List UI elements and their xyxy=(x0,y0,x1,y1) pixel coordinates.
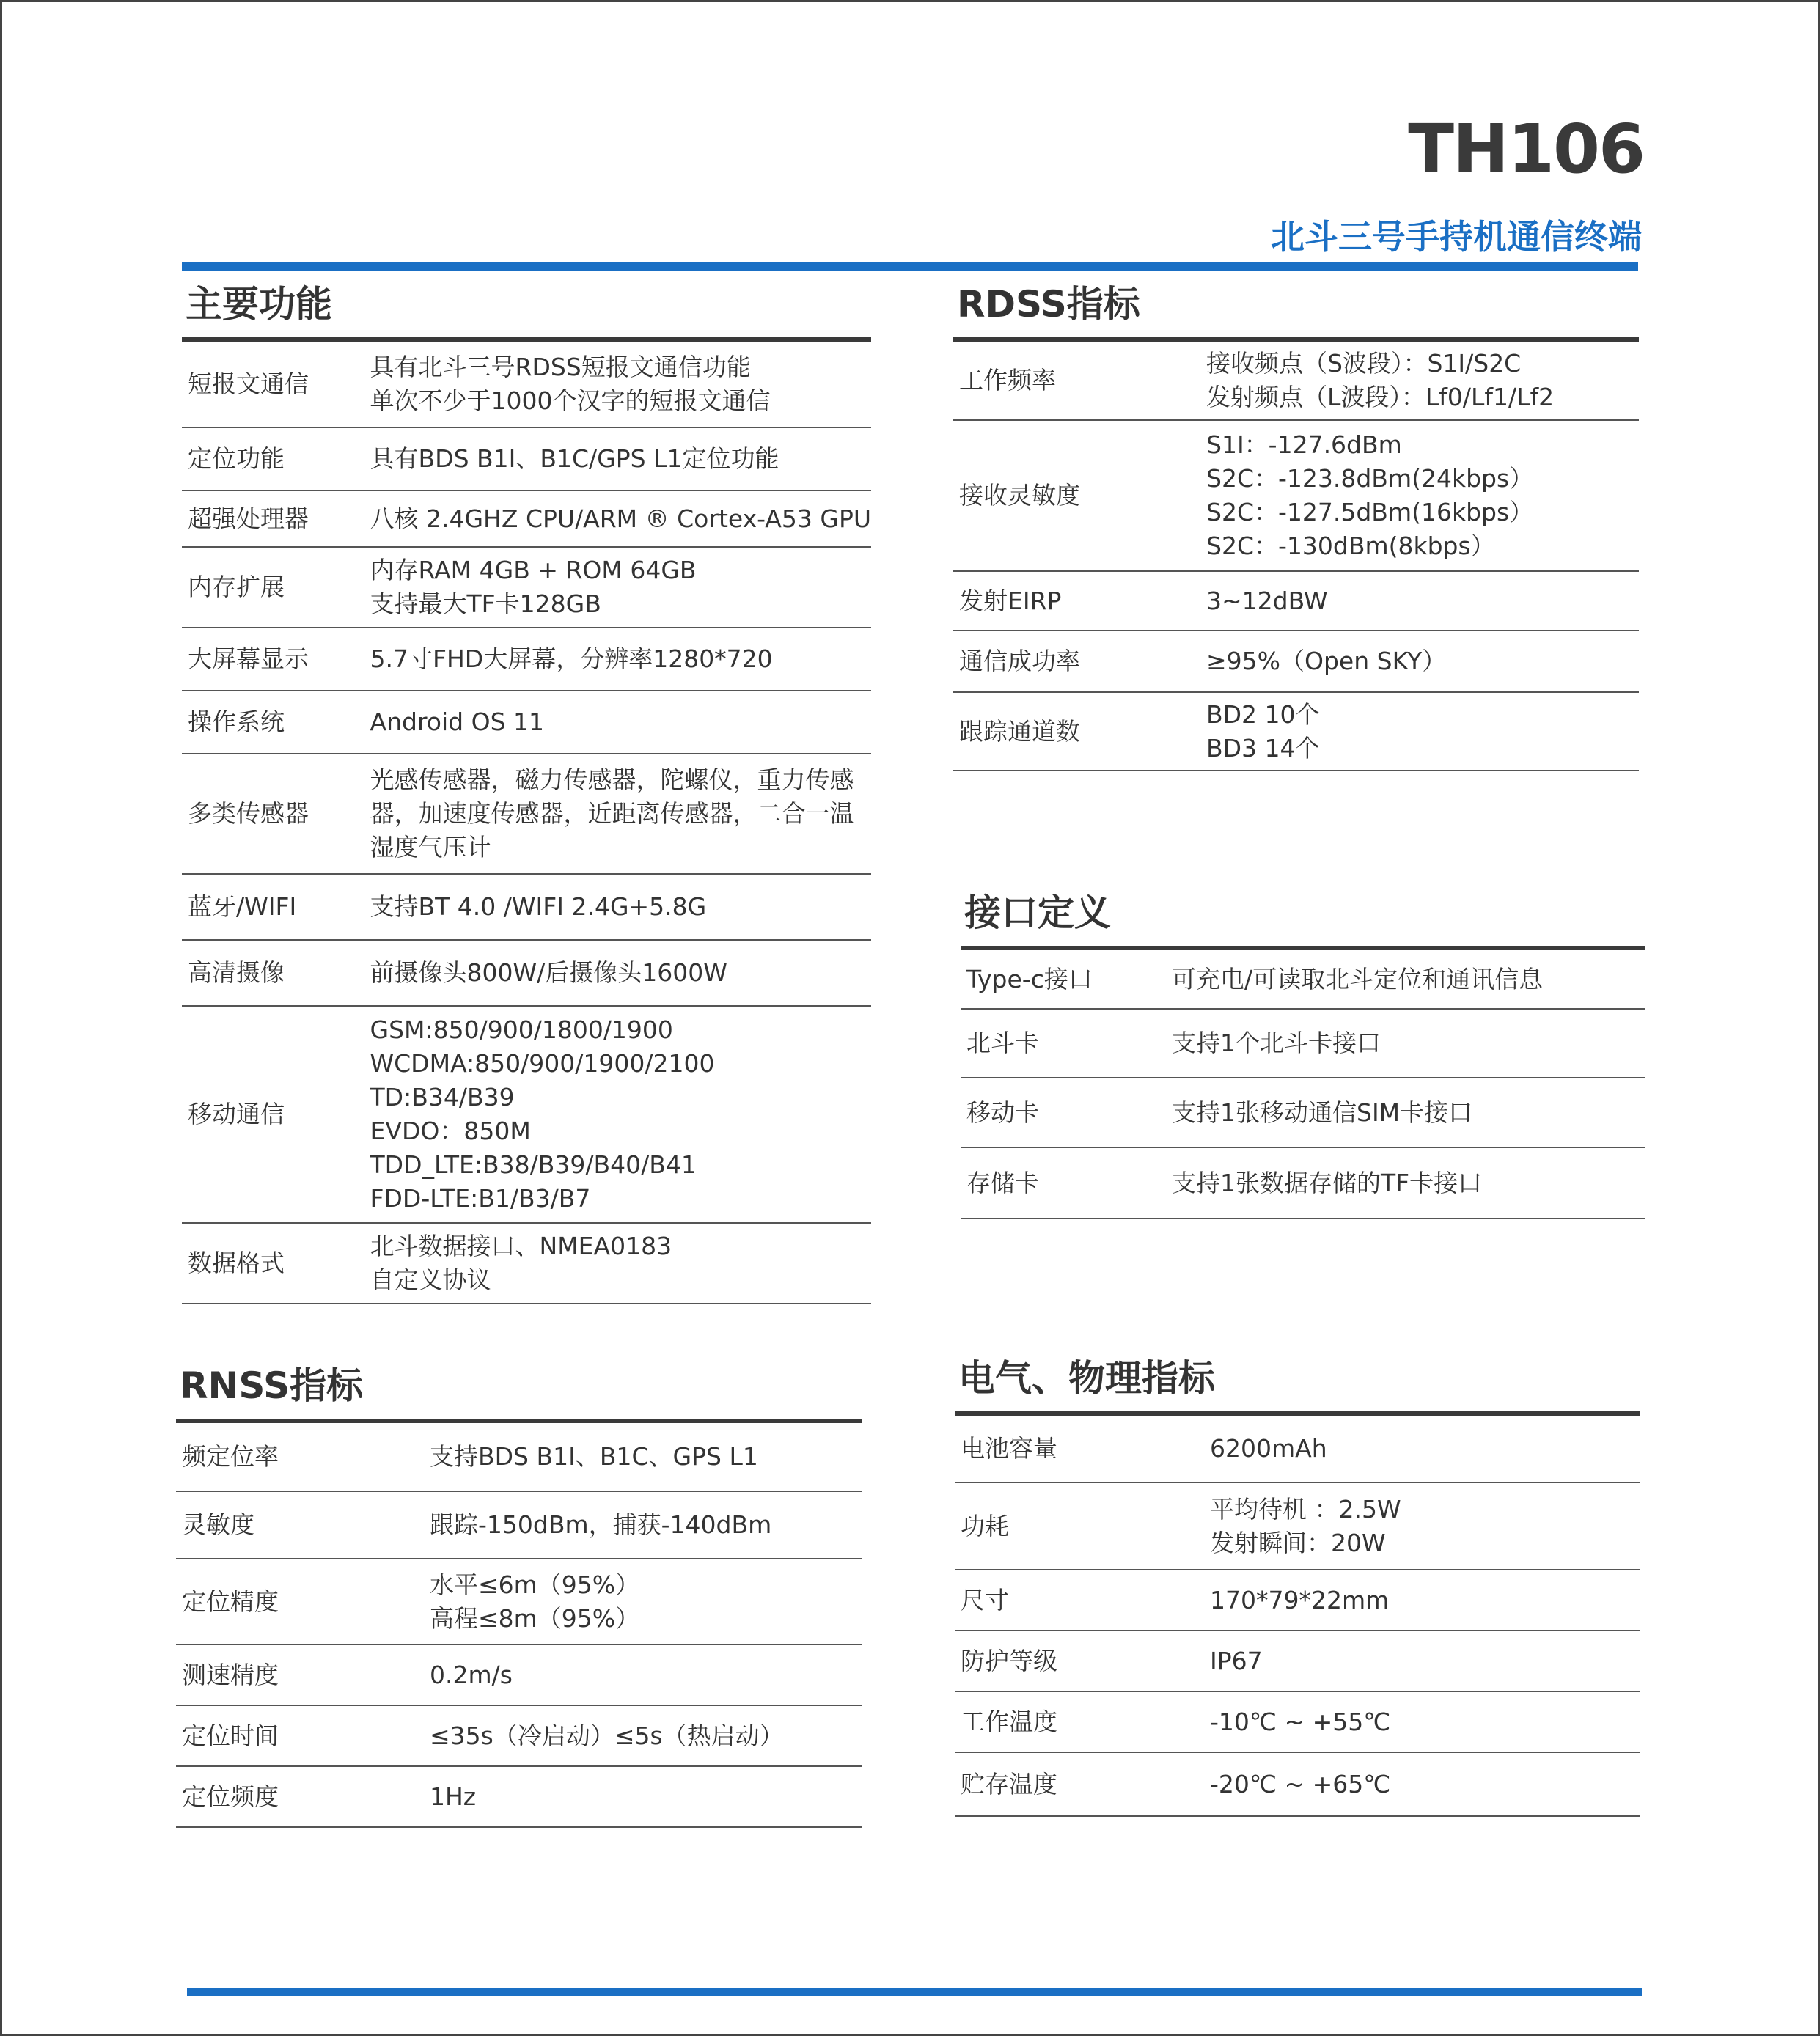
spec-label: 移动卡 xyxy=(961,1078,1166,1147)
spec-label: 超强处理器 xyxy=(182,490,364,547)
spec-row xyxy=(176,1559,862,1644)
spec-value-line: IP67 xyxy=(1210,1646,1263,1675)
spec-value-line: 0.2m/s xyxy=(430,1660,513,1689)
spec-row xyxy=(176,1491,862,1559)
spec-value xyxy=(364,490,871,547)
spec-row xyxy=(955,1752,1640,1816)
rdss-section xyxy=(953,279,1639,771)
rnss-section xyxy=(176,1360,862,1828)
spec-row xyxy=(182,490,871,547)
spec-row xyxy=(953,692,1639,771)
spec-label: 移动通信 xyxy=(182,1006,364,1223)
spec-value-line: 具有北斗三号RDSS短报文通信功能 xyxy=(370,353,751,381)
spec-row xyxy=(953,631,1639,692)
spec-value xyxy=(1200,571,1639,631)
spec-value xyxy=(1200,631,1639,692)
spec-value xyxy=(424,1491,862,1559)
spec-row xyxy=(182,427,871,490)
spec-value-line: 光感传感器，磁力传感器，陀螺仪，重力传感 xyxy=(370,765,854,794)
spec-label: 定位精度 xyxy=(176,1559,424,1644)
spec-label: 蓝牙/WIFI xyxy=(182,874,364,940)
spec-label: 短报文通信 xyxy=(182,339,364,427)
spec-row xyxy=(176,1766,862,1827)
header-accent-bar xyxy=(182,262,1638,271)
section-title: 主要功能 xyxy=(186,283,332,326)
spec-value xyxy=(364,754,871,874)
spec-row xyxy=(955,1570,1640,1631)
spec-row xyxy=(953,420,1639,571)
spec-value-line: 发射频点（L波段）：Lf0/Lf1/Lf2 xyxy=(1206,383,1555,411)
spec-label: 尺寸 xyxy=(955,1570,1204,1631)
spec-value-line: 单次不少于1000个汉字的短报文通信 xyxy=(370,386,771,415)
spec-label: 高清摄像 xyxy=(182,940,364,1006)
spec-label: 电池容量 xyxy=(955,1414,1204,1482)
spec-value-line: 接收频点（S波段）：S1I/S2C xyxy=(1206,349,1522,378)
spec-value xyxy=(1204,1570,1640,1631)
spec-value-line: 支持BT 4.0 /WIFI 2.4G+5.8G xyxy=(370,892,707,921)
spec-value-line: TD:B34/B39 xyxy=(370,1083,515,1111)
spec-table xyxy=(953,337,1639,771)
spec-value-line: 支持最大TF卡128GB xyxy=(370,589,601,618)
spec-value-line: 北斗数据接口、NMEA0183 xyxy=(370,1232,672,1260)
spec-value-line: 前摄像头800W/后摄像头1600W xyxy=(370,958,727,987)
spec-value-line: 支持1张移动通信SIM卡接口 xyxy=(1172,1098,1473,1127)
spec-label: 发射EIRP xyxy=(953,571,1200,631)
spec-value-line: 平均待机 ：2.5W xyxy=(1210,1494,1401,1524)
spec-value-line: 发射瞬间：20W xyxy=(1210,1528,1386,1557)
spec-value-line: 170*79*22mm xyxy=(1210,1585,1390,1614)
spec-value-line: S1I：-127.6dBm xyxy=(1206,430,1402,459)
section-title: RNSS指标 xyxy=(180,1364,364,1407)
spec-label: 工作温度 xyxy=(955,1691,1204,1752)
spec-row xyxy=(961,1147,1645,1219)
spec-label: 贮存温度 xyxy=(955,1752,1204,1816)
spec-row xyxy=(961,948,1645,1009)
spec-row xyxy=(182,547,871,628)
spec-row xyxy=(182,339,871,427)
spec-row xyxy=(176,1644,862,1705)
spec-row xyxy=(953,339,1639,420)
spec-value-line: BD3 14个 xyxy=(1206,733,1320,762)
spec-value xyxy=(1204,1482,1640,1570)
spec-label: 数据格式 xyxy=(182,1223,364,1304)
spec-label: 灵敏度 xyxy=(176,1491,424,1559)
spec-value xyxy=(424,1705,862,1766)
spec-table xyxy=(182,337,871,1304)
spec-label: Type-c接口 xyxy=(961,948,1166,1009)
spec-value-line: 支持1个北斗卡接口 xyxy=(1172,1029,1381,1057)
spec-row xyxy=(182,628,871,691)
spec-value-line: 5.7寸FHD大屏幕，分辨率1280*720 xyxy=(370,644,773,673)
spec-value-line: 具有BDS B1I、B1C/GPS L1定位功能 xyxy=(370,444,779,473)
spec-label: 接收灵敏度 xyxy=(953,420,1200,571)
electrical-section xyxy=(955,1353,1640,1817)
spec-value xyxy=(364,874,871,940)
spec-value-line: WCDMA:850/900/1900/2100 xyxy=(370,1049,715,1078)
section-title: 电气、物理指标 xyxy=(958,1357,1215,1400)
spec-value-line: S2C：-127.5dBm(16kbps） xyxy=(1206,498,1534,526)
spec-value-line: 支持BDS B1I、B1C、GPS L1 xyxy=(430,1442,758,1471)
spec-label: 内存扩展 xyxy=(182,547,364,628)
spec-table xyxy=(961,946,1645,1219)
spec-value-line: 高程≤8m（95%） xyxy=(430,1603,640,1633)
spec-value-line: 自定义协议 xyxy=(370,1265,491,1294)
spec-label: 测速精度 xyxy=(176,1644,424,1705)
product-subtitle: 北斗三号手持机通信终端 xyxy=(1271,217,1642,257)
spec-label: 定位频度 xyxy=(176,1766,424,1827)
spec-row xyxy=(955,1414,1640,1482)
spec-row xyxy=(182,940,871,1006)
footer-accent-bar xyxy=(187,1988,1642,1996)
spec-value xyxy=(1204,1414,1640,1482)
spec-label: 定位功能 xyxy=(182,427,364,490)
spec-value-line: ≤35s（冷启动）≤5s（热启动） xyxy=(430,1721,784,1750)
spec-value xyxy=(1200,339,1639,420)
spec-value xyxy=(1166,1147,1645,1219)
spec-value-line: 6200mAh xyxy=(1210,1434,1327,1463)
spec-label: 存储卡 xyxy=(961,1147,1166,1219)
spec-value xyxy=(364,339,871,427)
spec-value xyxy=(1204,1691,1640,1752)
spec-value-line: 跟踪-150dBm，捕获-140dBm xyxy=(430,1510,772,1539)
spec-value-line: Android OS 11 xyxy=(370,708,544,736)
spec-value xyxy=(1166,948,1645,1009)
main-functions-section xyxy=(182,279,871,1304)
spec-row xyxy=(182,691,871,754)
spec-value xyxy=(424,1644,862,1705)
spec-value-line: -20℃ ~ +65℃ xyxy=(1210,1769,1391,1798)
spec-value-line: EVDO：850M xyxy=(370,1117,531,1145)
spec-value xyxy=(1166,1009,1645,1078)
spec-label: 工作频率 xyxy=(953,339,1200,420)
spec-label: 跟踪通道数 xyxy=(953,692,1200,771)
spec-label: 功耗 xyxy=(955,1482,1204,1570)
spec-value xyxy=(364,1006,871,1223)
spec-value-line: 内存RAM 4GB + ROM 64GB xyxy=(370,556,697,584)
spec-value xyxy=(364,940,871,1006)
spec-label: 防护等级 xyxy=(955,1631,1204,1691)
spec-label: 通信成功率 xyxy=(953,631,1200,692)
spec-value-line: 湿度气压计 xyxy=(370,833,491,861)
spec-row xyxy=(182,1223,871,1304)
spec-row xyxy=(955,1482,1640,1570)
spec-value-line: ≥95%（Open SKY） xyxy=(1206,647,1447,675)
interface-section xyxy=(961,887,1645,1219)
spec-value xyxy=(364,628,871,691)
spec-value xyxy=(364,547,871,628)
spec-value xyxy=(1204,1752,1640,1816)
spec-label: 大屏幕显示 xyxy=(182,628,364,691)
spec-value-line: 支持1张数据存储的TF卡接口 xyxy=(1172,1168,1483,1197)
spec-value xyxy=(1200,420,1639,571)
spec-value xyxy=(424,1559,862,1644)
spec-value xyxy=(424,1421,862,1491)
spec-value-line: 可充电/可读取北斗定位和通讯信息 xyxy=(1172,964,1544,993)
spec-value-line: S2C：-130dBm(8kbps） xyxy=(1206,532,1495,560)
spec-row xyxy=(182,1006,871,1223)
spec-row xyxy=(961,1078,1645,1147)
section-title: 接口定义 xyxy=(964,892,1111,934)
spec-row xyxy=(182,874,871,940)
spec-row xyxy=(955,1631,1640,1691)
spec-value-line: BD2 10个 xyxy=(1206,699,1320,729)
section-title: RDSS指标 xyxy=(957,283,1140,326)
spec-value-line: 八核 2.4GHZ CPU/ARM ® Cortex-A53 GPU xyxy=(370,504,871,533)
spec-value xyxy=(1166,1078,1645,1147)
spec-row xyxy=(955,1691,1640,1752)
spec-table xyxy=(176,1419,862,1828)
spec-value-line: 水平≤6m（95%） xyxy=(430,1570,640,1599)
spec-value-line: 1Hz xyxy=(430,1782,477,1811)
spec-value-line: S2C：-123.8dBm(24kbps） xyxy=(1206,464,1534,493)
model-name: TH106 xyxy=(1408,110,1644,188)
spec-row xyxy=(176,1421,862,1491)
spec-value-line: 3~12dBW xyxy=(1206,586,1328,615)
spec-row xyxy=(182,754,871,874)
spec-row xyxy=(953,571,1639,631)
spec-value-line: FDD-LTE:B1/B3/B7 xyxy=(370,1184,591,1213)
spec-value xyxy=(364,427,871,490)
spec-value-line: GSM:850/900/1800/1900 xyxy=(370,1015,673,1044)
spec-label: 北斗卡 xyxy=(961,1009,1166,1078)
spec-table xyxy=(955,1411,1640,1817)
spec-label: 定位时间 xyxy=(176,1705,424,1766)
spec-row xyxy=(176,1705,862,1766)
spec-value xyxy=(1200,692,1639,771)
spec-label: 频定位率 xyxy=(176,1421,424,1491)
spec-value xyxy=(424,1766,862,1827)
spec-value-line: -10℃ ~ +55℃ xyxy=(1210,1707,1391,1736)
spec-value-line: 器，加速度传感器，近距离传感器，二合一温 xyxy=(370,799,854,828)
spec-label: 操作系统 xyxy=(182,691,364,754)
spec-value xyxy=(1204,1631,1640,1691)
spec-label: 多类传感器 xyxy=(182,754,364,874)
spec-value xyxy=(364,691,871,754)
spec-value-line: TDD_LTE:B38/B39/B40/B41 xyxy=(370,1150,697,1179)
spec-row xyxy=(961,1009,1645,1078)
spec-value xyxy=(364,1223,871,1304)
